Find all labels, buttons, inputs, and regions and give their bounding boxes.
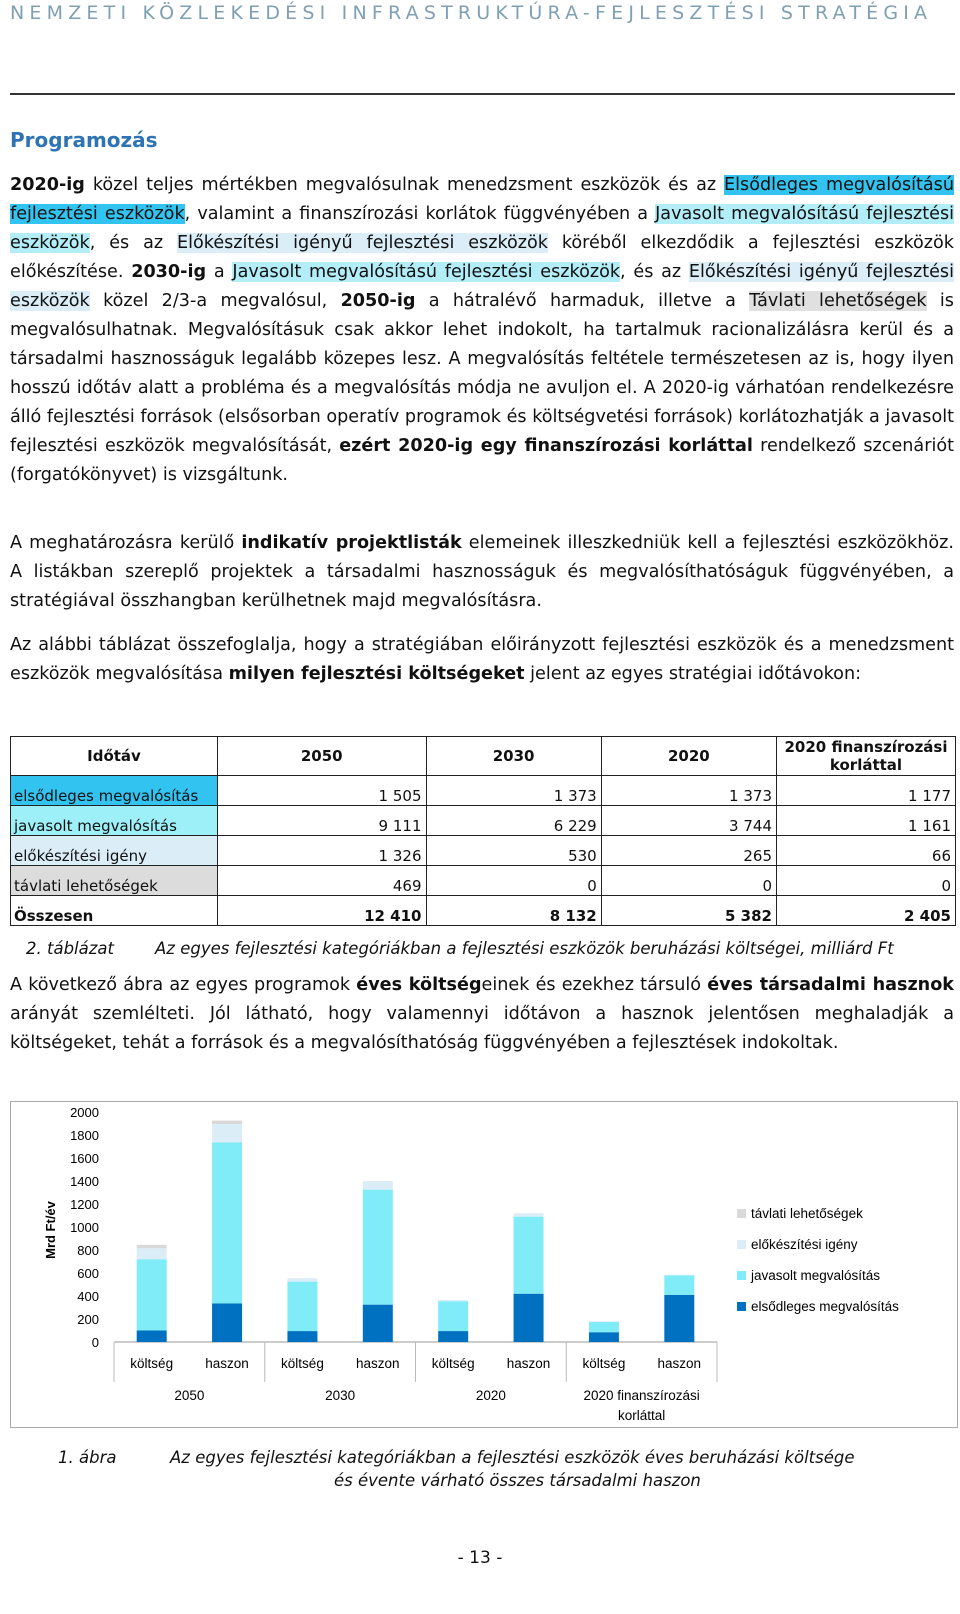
table-cell: 0 [777,866,956,896]
legend-label: javasolt megvalósítás [751,1268,881,1283]
bar-segment [514,1217,544,1294]
bar-segment [363,1305,393,1342]
bar-segment [514,1213,544,1216]
table-caption-text: Az egyes fejlesztési kategóriákban a fejlesztési eszközök beruházási költségei, milliárd Ft [155,939,894,958]
row-label: Összesen [11,896,218,926]
table-cell: 2 405 [777,896,956,926]
table-cell: 1 326 [218,836,427,866]
y-tick-label: 1800 [70,1128,99,1143]
bar-segment [589,1332,619,1342]
table-cell: 12 410 [218,896,427,926]
legend-label: elsődleges megvalósítás [751,1299,899,1314]
bar-segment [664,1275,694,1276]
legend-swatch [737,1209,746,1218]
running-header: NEMZETI KÖZLEKEDÉSI INFRASTRUKTÚRA-FEJLESZTÉSI STRATÉGIA [10,2,933,24]
y-tick-label: 200 [77,1312,99,1327]
legend-label: távlati lehetőségek [751,1206,863,1221]
x-tick-label: haszon [356,1356,400,1371]
y-axis-label: Mrd Ft/év [43,1201,58,1259]
bar-segment [137,1331,167,1343]
bar-segment [363,1190,393,1305]
y-tick-label: 0 [91,1335,99,1350]
row-label: javasolt megvalósítás [11,806,218,836]
bar-segment [137,1248,167,1259]
table-total-row [11,896,956,926]
row-label: elsődleges megvalósítás [11,776,218,806]
paragraph-project-lists: A meghatározásra kerülő indikatív projektlisták elemeinek illeszkedniük kell a fejlesztési eszközökhöz. A listákban szereplő projektek a társadalmi hasznosságuk és megvalósíthatóságuk függvényében, a stratégiával összhangban kerülhetnek majd megvalósításra. [10,533,954,611]
table-header-cell: 2020 [601,737,776,776]
header-rule [10,93,955,95]
table-cell: 0 [601,866,776,896]
bar-segment [514,1294,544,1342]
table-cell: 1 373 [426,776,601,806]
table-header-cell: 2020 finanszírozási korláttal [777,737,956,776]
table-cell: 469 [218,866,427,896]
table-cell: 1 161 [777,806,956,836]
table-cell: 66 [777,836,956,866]
group-label: korláttal [617,1408,666,1423]
table-cell: 265 [601,836,776,866]
page-number: - 13 - [457,1548,503,1568]
x-tick-label: költség [281,1356,324,1371]
bar-segment [137,1259,167,1330]
table-cell: 9 111 [218,806,427,836]
bar-segment [212,1303,242,1342]
table-row [11,806,956,836]
x-tick-label: haszon [657,1356,702,1371]
row-label: távlati lehetőségek [11,866,218,896]
bar-segment [212,1121,242,1124]
bar-segment [438,1301,468,1331]
table-row [11,776,956,806]
y-tick-label: 1600 [70,1151,99,1166]
cost-table [10,736,956,926]
table-cell: 3 744 [601,806,776,836]
figure-caption-line1: Az egyes fejlesztési kategóriákban a fejlesztési eszközök éves beruházási költsége [170,1448,855,1467]
bar-segment [212,1142,242,1303]
bar-segment [664,1295,694,1342]
group-label: 2050 [174,1388,205,1403]
bar-segment [363,1181,393,1190]
x-tick-label: haszon [205,1356,249,1371]
bar-segment [589,1321,619,1322]
y-tick-label: 1000 [70,1220,99,1235]
legend-swatch [737,1240,746,1249]
row-label: előkészítési igény [11,836,218,866]
bar-segment [438,1300,468,1301]
table-caption-number: 2. táblázat [26,939,114,958]
y-tick-label: 1200 [70,1197,99,1212]
y-tick-label: 800 [77,1243,99,1258]
x-tick-label: haszon [506,1356,551,1371]
y-tick-label: 2000 [70,1105,99,1120]
bar-segment [287,1331,317,1342]
legend-swatch [737,1271,746,1280]
table-cell: 0 [426,866,601,896]
table-cell: 8 132 [426,896,601,926]
bar-segment [287,1278,317,1281]
bar-segment [287,1282,317,1331]
table-header-row [11,737,956,776]
bar-segment [664,1275,694,1295]
group-label: 2020 [475,1388,506,1403]
paragraph-figure-intro: A következő ábra az egyes programok éves költségeinek és ezekhez társuló éves társadalmi hasznok arányát szemlélteti. Jól látható, hogy valamennyi időtávon a hasznok jelentősen meghaladják a költségeket, tehát a források és a megvalósíthatóság függvényében a fejlesztések indokoltak. [10,975,954,1053]
table-header-cell: 2050 [218,737,427,776]
bar-segment [589,1322,619,1332]
table-row [11,836,956,866]
figure-caption-number: 1. ábra [58,1448,117,1467]
paragraph-table-intro: Az alábbi táblázat összefoglalja, hogy a stratégiában előirányzott fejlesztési eszközök és a menedzsment eszközök megvalósítása milyen fejlesztési költségeket jelent az egyes stratégiai időtávokon: [10,635,954,684]
paragraph-programming: 2020-ig közel teljes mértékben megvalósulnak menedzsment eszközök és az Elsődleges megvalósítású fejlesztési eszközök, valamint a finanszírozási korlátok függvényében a Javasolt megvalósítású fejlesztési eszközök, és az Előkészítési igényű fejlesztési eszközök köréből elkezdődik a fejlesztési eszközök előkészítése. 2030-ig a Javasolt megvalósítású fejlesztési eszközök, és az Előkészítési igényű fejlesztési eszközök közel 2/3-a megvalósul, 2050-ig a hátralévő harmaduk, illetve a Távlati lehetőségek is megvalósulhatnak. Megvalósításuk csak akkor lehet indokolt, ha tartalmuk racionalizálásra kerül és a társadalmi hasznosságuk legalább közepes lesz. A megvalósítás feltétele természetesen az is, hogy ilyen hosszú időtáv alatt a probléma és a megvalósítás módja ne avuljon el. A 2020-ig várhatóan rendelkezésre álló fejlesztési források (elsősorban operatív programok és költségvetési források) korlátozhatják a javasolt fejlesztési eszközök megvalósítását, ezért 2020-ig egy finanszírozási korláttal rendelkező szcenáriót (forgatókönyvet) is vizsgáltunk. [10,175,954,485]
x-tick-label: költség [431,1356,475,1371]
bar-segment [212,1124,242,1142]
group-label: 2020 finanszírozási [583,1388,700,1403]
bar-segment [137,1245,167,1248]
y-tick-label: 600 [77,1266,99,1281]
bar-segment [438,1331,468,1342]
figure-caption-line2: és évente várható összes társadalmi haszon [334,1471,701,1490]
table-cell: 1 177 [777,776,956,806]
table-header-cell: 2030 [426,737,601,776]
y-tick-label: 400 [77,1289,99,1304]
table-header-cell: Időtáv [11,737,218,776]
stacked-bar-chart [11,1102,957,1427]
x-tick-label: költség [130,1356,174,1371]
x-tick-label: költség [582,1356,626,1371]
table-cell: 1 505 [218,776,427,806]
table-cell: 5 382 [601,896,776,926]
table-cell: 6 229 [426,806,601,836]
y-tick-label: 1400 [70,1174,99,1189]
chart-frame [10,1101,958,1428]
section-title: Programozás [10,128,158,152]
table-cell: 1 373 [601,776,776,806]
legend-label: előkészítési igény [751,1237,858,1252]
legend-swatch [737,1302,746,1311]
table-row [11,866,956,896]
group-label: 2030 [325,1388,356,1403]
table-cell: 530 [426,836,601,866]
